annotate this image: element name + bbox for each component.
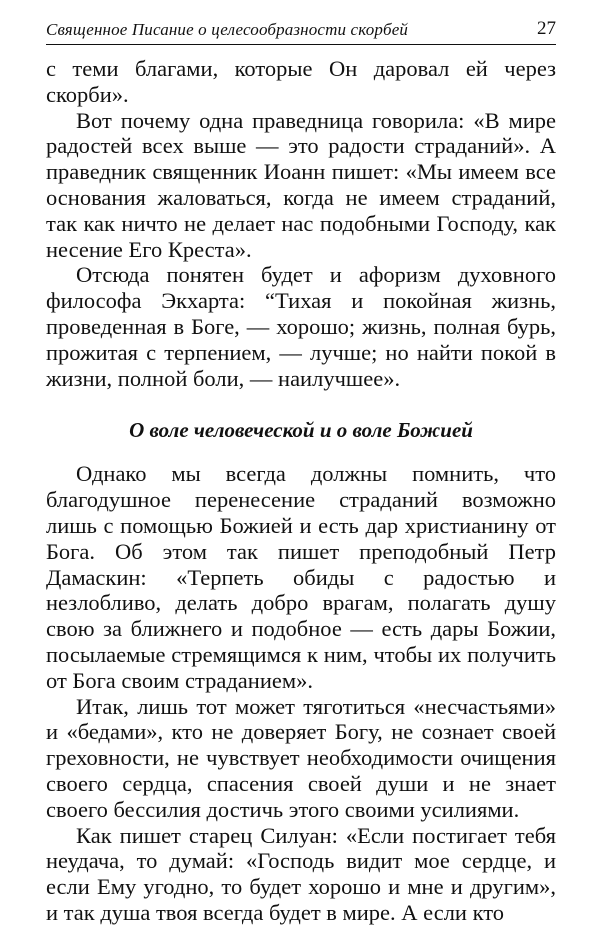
paragraph: Вот почему одна праведница говорила: «В мире радостей всех выше — это радости страданий». А праведник священник Иоанн пишет: «Мы имеем все основания жаловаться, когда не имеем страданий, так как ничто не делает нас подобными Господу, как несение Его Креста». — [46, 107, 556, 262]
section-heading: О воле человеческой и о воле Божией — [129, 418, 473, 443]
running-title: Священное Писание о целесообразности скорбей — [46, 20, 409, 39]
page-body — [46, 56, 556, 926]
running-header — [46, 0, 556, 45]
paragraph: с теми благами, которые Он даровал ей через скорби». — [46, 56, 556, 107]
paragraph: Отсюда понятен будет и афоризм духовного философа Экхарта: “Тихая и покойная жизнь, проведенная в Боге, — хорошо; жизнь, полная бурь, прожитая с терпением, — лучше; но найти покой в жизни, полной боли, — наилучшее». — [46, 262, 556, 391]
page-number: 27 — [537, 18, 556, 39]
paragraph: Итак, лишь тот может тяготиться «несчастьями» и «бедами», кто не доверяет Богу, не сознает своей греховности, не чувствует необходимости очищения своего сердца, спасения своей души и не знает своего бессилия достичь этого своими усилиями. — [46, 693, 556, 822]
paragraph: Как пишет старец Силуан: «Если постигает тебя неудача, то думай: «Господь видит мое сердце, и если Ему угодно, то будет хорошо и мне и другим», и так душа твоя всегда будет в мире. А если кто — [46, 822, 556, 925]
paragraph: Однако мы всегда должны помнить, что благодушное перенесение страданий возможно лишь с помощью Божией и есть дар христианину от Бога. Об этом так пишет преподобный Петр Дамаскин: «Терпеть обиды с радостью и незлобливо, делать добро врагам, полагать душу свою за ближнего и подобное — есть дары Божии, посылаемые стремящимся к ним, чтобы их получить от Бога своим страданием». — [46, 461, 556, 693]
book-page — [46, 0, 556, 926]
